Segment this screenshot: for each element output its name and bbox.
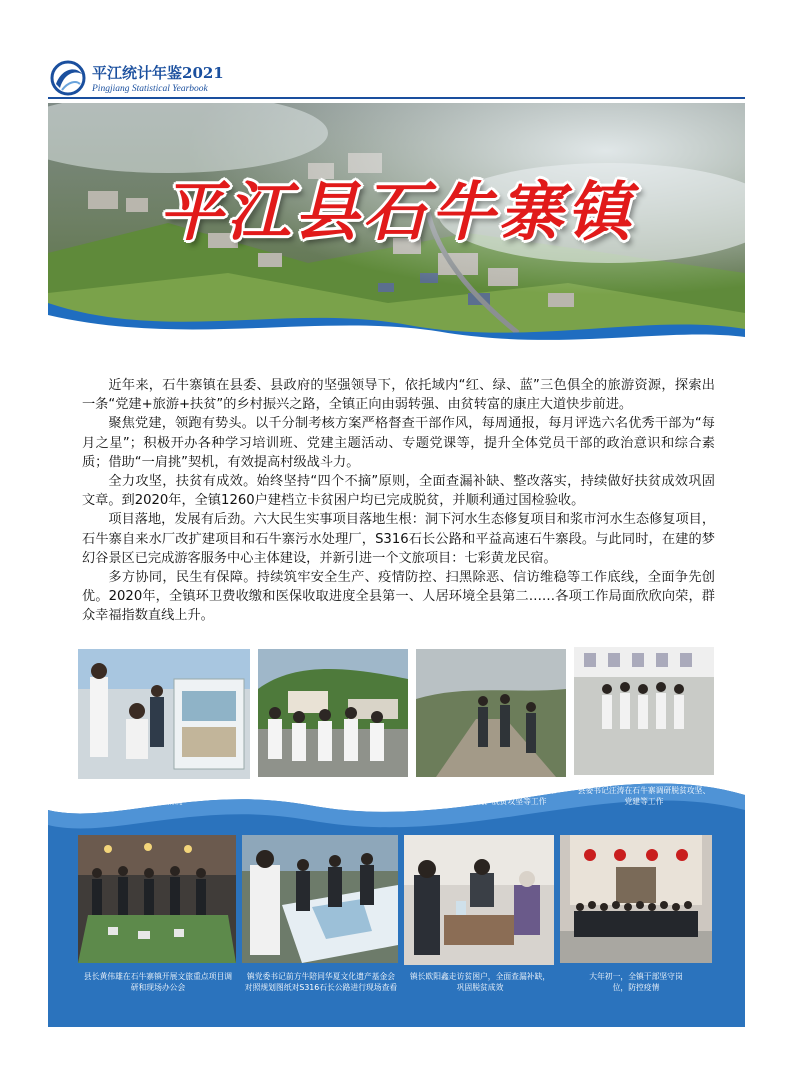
photo-2 <box>258 649 408 777</box>
hero-title: 平江县石牛寨镇 <box>158 175 635 250</box>
photo-1-caption: 岳阳市委书记王一鸥到石牛寨镇调研水厂项目建设情况 <box>88 786 238 806</box>
photo-6-caption: 镇党委书记前方牛陪同华夏文化遗产基金会对照规划图纸对S316石长公路进行现场查看 <box>244 972 398 992</box>
photo-5 <box>78 835 236 963</box>
photo-3 <box>416 649 566 777</box>
yearbook-logo-icon <box>50 60 86 96</box>
photo-5-caption: 县长黄伟雄在石牛寨镇开展文旅重点项目调研和现场办公会 <box>83 972 233 992</box>
photo-2-caption: 省政法委书记李殿勋在石牛村调研村民自治 <box>268 786 394 806</box>
photo-4 <box>574 647 714 775</box>
photo-panel <box>48 635 745 1027</box>
hero-banner <box>48 103 745 343</box>
article-paragraph: 全力攻坚，扶贫有成效。始终坚持“四个不摘”原则，全面查漏补缺、整改落实，持续做好扶贫成效巩固文章。到2020年，全镇1260户建档立卡贫困户均已完成脱贫，并顺利通过国检验收。 <box>82 474 715 509</box>
photo-6 <box>242 835 398 963</box>
article-paragraph: 项目落地，发展有后劲。六大民生实事项目落地生根：洞下河水生态修复项目和浆市河水生态修复项目，石牛寨自来水厂改扩建项目和石牛寨污水处理厂，S316石长公路和平益高速石牛寨段。与此同时，在建的梦幻谷景区已完成游客服务中心主体建设，并新引进一个文旅项目：七彩黄龙民宿。 <box>82 512 716 566</box>
article-paragraph: 多方协同，民生有保障。持续筑牢安全生产、疫情防控、扫黑除恶、信访维稳等工作底线，全面争先创优。2020年，全镇环卫费收缴和医保收取进度全县第一、人居环境全县第二……各项工作局面欣欣向荣，群众幸福指数直线上升。 <box>82 570 715 624</box>
article-paragraph: 近年来，石牛寨镇在县委、县政府的坚强领导下，依托域内“红、绿、蓝”三色俱全的旅游资源，探索出一条“党建+旅游+扶贫”的乡村振兴之路，全镇正向由弱转强、由贫转富的康庄大道快步前进。 <box>82 378 715 413</box>
photo-1 <box>78 649 250 779</box>
header-divider <box>48 97 745 99</box>
article-paragraph: 聚焦党建，领跑有势头。以千分制考核方案严格督查干部作风，每周通报，每月评选六名优秀干部为“每月之星”；积极开办各种学习培训班、党建主题活动、专题党课等，提升全体党员干部的政治意识和综合素质；借助“一肩挑”契机，有效提高村级战斗力。 <box>82 416 715 470</box>
photo-7 <box>404 835 554 965</box>
photo-8-caption: 大年初一，全镇干部坚守岗位，防控疫情 <box>589 972 683 992</box>
yearbook-subtitle: Pingjiang Statistical Yearbook <box>92 84 208 94</box>
photo-7-caption: 镇长欧阳鑫走访贫困户，全面查漏补缺，巩固脱贫成效 <box>409 972 551 992</box>
photo-4-caption: 县委书记汪涛在石牛寨调研脱贫攻坚、党建等工作 <box>577 786 711 806</box>
photo-3-caption: 市政协主席徐新黎在庄楼村实地调研扶贫产业、公墓山建设、脱贫攻坚等工作 <box>413 786 563 806</box>
photo-8 <box>560 835 712 963</box>
yearbook-title: 平江统计年鉴2021 <box>92 64 224 82</box>
article-body <box>82 376 715 626</box>
